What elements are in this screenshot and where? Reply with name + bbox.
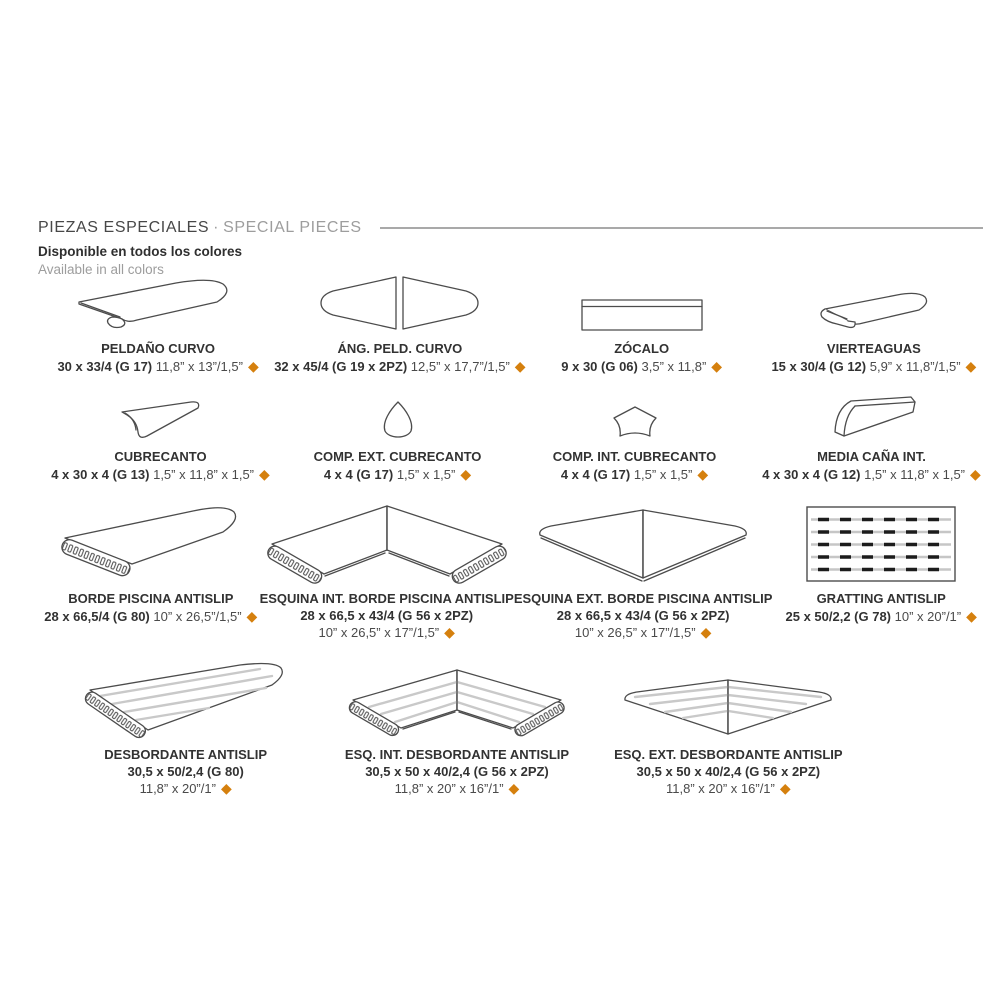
esquina-ext-borde-piscina-drawing (527, 492, 759, 582)
zocalo-drawing (581, 266, 703, 332)
item-dim-metric: 4 x 4 (G 17) (560, 466, 631, 482)
item-title: PELDAÑO CURVO (101, 341, 216, 356)
item-label (561, 341, 722, 375)
pieces-row-1 (42, 266, 990, 375)
page-title (38, 219, 362, 237)
availability-es: Disponible en todos los colores (38, 244, 243, 259)
item-label (104, 747, 267, 798)
color-diamond-icon: ◆ (247, 357, 259, 374)
item-dim-metric: 28 x 66,5/4 (G 80) (44, 608, 150, 624)
color-diamond-icon: ◆ (220, 780, 232, 796)
item-dim-metric: 28 x 66,5 x 43/4 (G 56 x 2PZ) (556, 607, 730, 623)
item-dim-metric: 30,5 x 50/2,4 (G 80) (127, 763, 244, 779)
product-item-cubrecanto (42, 390, 279, 483)
product-item-esquina-int-borde-piscina (260, 492, 514, 642)
item-dim-imperial: 1,5” x 11,8” x 1,5” (153, 466, 255, 482)
color-diamond-icon: ◆ (514, 357, 526, 374)
product-item-esquina-ext-borde-piscina (514, 492, 773, 642)
product-item-zocalo (526, 266, 758, 375)
item-dim-metric: 30 x 33/4 (G 17) (57, 358, 153, 374)
media-cana-int-drawing (827, 390, 917, 440)
item-dim-metric: 30,5 x 50 x 40/2,4 (G 56 x 2PZ) (636, 763, 821, 779)
product-item-gratting (772, 492, 990, 642)
item-label (786, 591, 977, 625)
item-dim-imperial: 11,8” x 20”/1” (139, 781, 216, 796)
gratting-antislip-drawing (806, 492, 956, 582)
product-item-esq-int-desbordante (321, 656, 592, 798)
item-dim-metric: 28 x 66,5 x 43/4 (G 56 x 2PZ) (300, 607, 474, 623)
comp-int-cubrecanto-drawing (610, 390, 660, 440)
item-dim-imperial: 10” x 26,5”/1,5” (153, 608, 242, 624)
item-label (553, 449, 716, 483)
item-label (771, 341, 976, 375)
color-diamond-icon: ◆ (259, 465, 270, 482)
peldano-curvo-drawing (71, 266, 246, 332)
item-dim-imperial: 3,5” x 11,8” (641, 358, 707, 374)
item-label (274, 341, 525, 375)
item-dim-metric: 4 x 30 x 4 (G 13) (51, 466, 150, 482)
item-dim-imperial: 11,8” x 13”/1,5” (155, 358, 243, 374)
item-label (762, 449, 981, 483)
vierteaguas-drawing (815, 266, 933, 332)
item-label (51, 449, 270, 483)
esquina-int-borde-piscina-drawing (262, 492, 512, 582)
item-dim-imperial: 10” x 20”/1” (894, 608, 962, 624)
page-title-en: SPECIAL PIECES (223, 219, 362, 236)
item-dim-metric: 32 x 45/4 (G 19 x 2PZ) (274, 358, 408, 374)
item-label (345, 747, 569, 798)
item-label (614, 747, 843, 798)
borde-piscina-antislip-drawing (53, 492, 248, 582)
item-title: BORDE PISCINA ANTISLIP (68, 591, 234, 606)
availability-en: Available in all colors (38, 262, 164, 277)
item-title: ÁNG. PELD. CURVO (337, 341, 463, 356)
item-dim-imperial: 12,5” x 17,7”/1,5” (410, 358, 510, 374)
color-diamond-icon: ◆ (246, 607, 258, 624)
item-dim-imperial: 11,8” x 20” x 16”/1” (394, 781, 504, 796)
color-diamond-icon: ◆ (711, 357, 723, 374)
pieces-row-4 (50, 656, 864, 798)
page-title-es: PIEZAS ESPECIALES (38, 219, 210, 236)
item-dim-imperial: 1,5” x 11,8” x 1,5” (864, 466, 966, 482)
item-title: ESQUINA EXT. BORDE PISCINA ANTISLIP (513, 591, 773, 606)
item-title: ESQ. EXT. DESBORDANTE ANTISLIP (614, 747, 843, 762)
product-item-peldano-curvo (42, 266, 274, 375)
item-dim-metric: 9 x 30 (G 06) (561, 358, 638, 374)
angulo-peldano-curvo-drawing (317, 266, 482, 332)
product-item-comp-ext-cubrecanto (279, 390, 516, 483)
item-dim-imperial: 10” x 26,5” x 17”/1,5” (574, 625, 696, 640)
color-diamond-icon: ◆ (970, 465, 981, 482)
item-title: CUBRECANTO (114, 449, 207, 464)
color-diamond-icon: ◆ (779, 780, 791, 796)
item-label (514, 591, 773, 642)
color-diamond-icon: ◆ (965, 357, 977, 374)
color-diamond-icon: ◆ (966, 607, 977, 624)
item-title: ESQ. INT. DESBORDANTE ANTISLIP (344, 747, 570, 762)
item-title: DESBORDANTE ANTISLIP (104, 747, 268, 762)
item-title: VIERTEAGUAS (826, 341, 921, 356)
comp-ext-cubrecanto-drawing (375, 390, 421, 440)
title-separator: · (213, 219, 220, 236)
cubrecanto-drawing (113, 390, 208, 440)
item-title: COMP. INT. CUBRECANTO (552, 449, 717, 464)
header-rule (380, 227, 983, 229)
item-label (260, 591, 514, 642)
color-diamond-icon: ◆ (444, 624, 455, 640)
product-item-esq-ext-desbordante (593, 656, 864, 798)
item-dim-metric: 4 x 4 (G 17) (323, 466, 394, 482)
item-title: ZÓCALO (614, 341, 670, 356)
item-title: ESQUINA INT. BORDE PISCINA ANTISLIP (259, 591, 514, 606)
esq-int-desbordante-drawing (345, 656, 569, 738)
color-diamond-icon: ◆ (460, 465, 472, 482)
item-label (314, 449, 482, 483)
item-dim-imperial: 5,9” x 11,8”/1,5” (869, 358, 961, 374)
item-dim-metric: 4 x 30 x 4 (G 12) (762, 466, 861, 482)
color-diamond-icon: ◆ (508, 780, 520, 796)
product-item-ang-peld-curvo (274, 266, 525, 375)
esq-ext-desbordante-drawing (613, 656, 843, 738)
desbordante-antislip-drawing (80, 656, 292, 738)
item-title: GRATTING ANTISLIP (816, 591, 946, 606)
item-dim-metric: 15 x 30/4 (G 12) (771, 358, 867, 374)
product-item-comp-int-cubrecanto (516, 390, 753, 483)
item-dim-imperial: 1,5” x 1,5” (633, 466, 693, 482)
item-dim-imperial: 1,5” x 1,5” (396, 466, 456, 482)
product-item-borde-piscina (42, 492, 260, 642)
product-item-vierteaguas (758, 266, 990, 375)
color-diamond-icon: ◆ (700, 624, 712, 640)
item-dim-imperial: 10” x 26,5” x 17”/1,5” (318, 625, 440, 640)
item-dim-metric: 30,5 x 50 x 40/2,4 (G 56 x 2PZ) (365, 763, 549, 779)
pieces-row-3 (42, 492, 990, 642)
color-diamond-icon: ◆ (697, 465, 709, 482)
item-label (44, 591, 257, 625)
item-dim-metric: 25 x 50/2,2 (G 78) (785, 608, 892, 624)
item-title: MEDIA CAÑA INT. (817, 449, 926, 464)
product-item-media-cana-int (753, 390, 990, 483)
item-dim-imperial: 11,8” x 20” x 16”/1” (666, 781, 775, 796)
product-item-desbordante (50, 656, 321, 798)
item-title: COMP. EXT. CUBRECANTO (313, 449, 482, 464)
item-label (57, 341, 258, 375)
pieces-row-2 (42, 390, 990, 483)
